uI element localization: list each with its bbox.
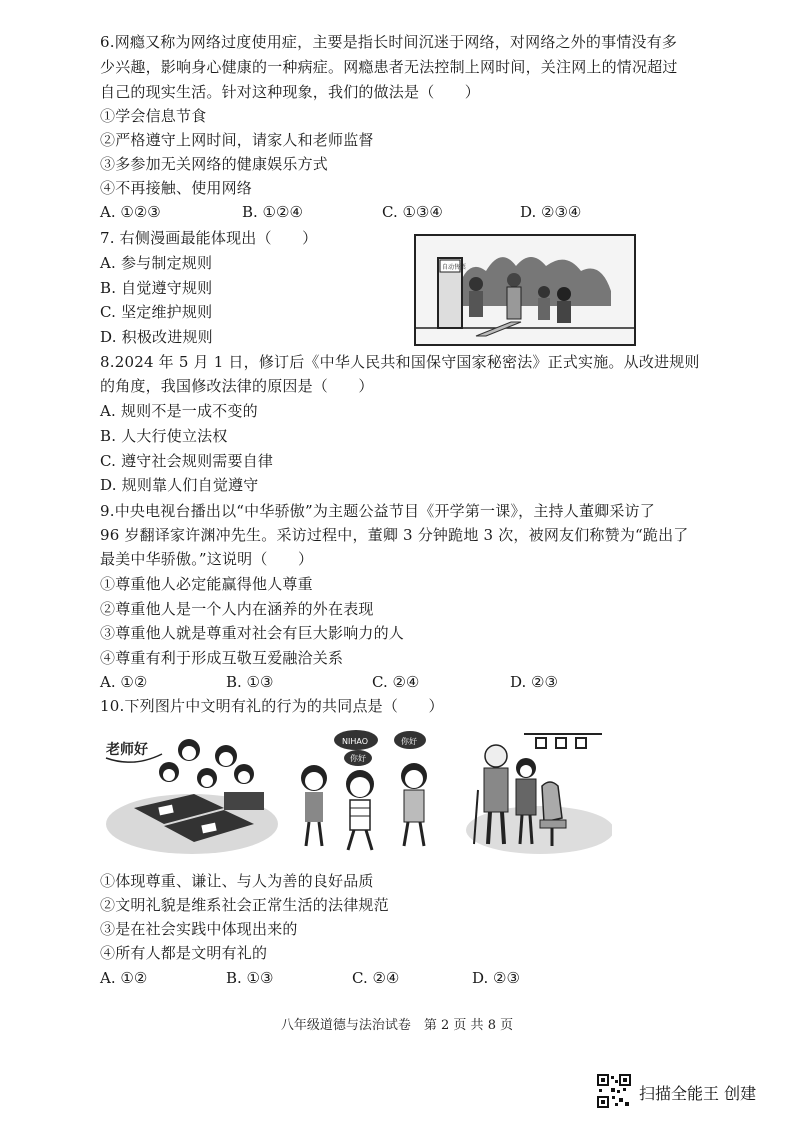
- q6-item-1: ①学会信息节食: [100, 107, 207, 125]
- giving-up-seat-picture: [462, 726, 612, 856]
- q8-stem-line-2: 的角度，我国修改法律的原因是（ ）: [100, 377, 374, 395]
- q10-item-3: ③是在社会实践中体现出来的: [100, 920, 298, 938]
- q6-choice-b[interactable]: B. ①②④: [242, 203, 303, 221]
- q9-item-3: ③尊重他人就是尊重对社会有巨大影响力的人: [100, 624, 405, 642]
- q9-item-4: ④尊重有利于形成互敬互爱融洽关系: [100, 649, 344, 667]
- q6-choice-d[interactable]: D. ②③④: [520, 203, 582, 221]
- q8-stem-line-1: 8.2024 年 5 月 1 日，修订后《中华人民共和国保守国家秘密法》正式实施。从改进规则: [100, 353, 700, 371]
- q10-stem: 10.下列图片中文明有礼的行为的共同点是（ ）: [100, 697, 444, 715]
- q7-option-b[interactable]: B. 自觉遵守规则: [100, 279, 213, 297]
- q10-item-4: ④所有人都是文明有礼的: [100, 944, 268, 962]
- q10-choice-c[interactable]: C. ②④: [352, 969, 400, 987]
- q8-option-c[interactable]: C. 遵守社会规则需要自律: [100, 452, 274, 470]
- q6-choice-a[interactable]: A. ①②③: [100, 203, 161, 221]
- q9-choice-a[interactable]: A. ①②: [100, 673, 148, 691]
- q7-stem: 7. 右侧漫画最能体现出（ ）: [100, 229, 318, 247]
- q6-choice-c[interactable]: C. ①③④: [382, 203, 443, 221]
- ticket-machine-sign: 自动售票: [442, 264, 467, 271]
- q9-item-2: ②尊重他人是一个人内在涵养的外在表现: [100, 600, 374, 618]
- q6-item-3: ③多参加无关网络的健康娱乐方式: [100, 155, 329, 173]
- hello-bubble-1: NIHAO: [342, 737, 368, 746]
- q8-option-b[interactable]: B. 人大行使立法权: [100, 427, 228, 445]
- q7-option-d[interactable]: D. 积极改进规则: [100, 328, 213, 346]
- q8-option-d[interactable]: D. 规则靠人们自觉遵守: [100, 476, 259, 494]
- q10-choice-b[interactable]: B. ①③: [226, 969, 274, 987]
- q10-choice-d[interactable]: D. ②③: [472, 969, 520, 987]
- q10-item-1: ①体现尊重、谦让、与人为善的良好品质: [100, 872, 374, 890]
- qr-code-icon: [597, 1074, 631, 1108]
- q10-item-2: ②文明礼貌是维系社会正常生活的法律规范: [100, 896, 389, 914]
- q6-stem-line-1: 6.网瘾又称为网络过度使用症，主要是指长时间沉迷于网络，对网络之外的事情没有多: [100, 33, 678, 51]
- queue-cartoon-drawing: [416, 236, 634, 344]
- q9-stem-line-2: 96 岁翻译家许渊冲先生。采访过程中，董卿 3 分钟跪地 3 次，被网友们称赞为“跪出了: [100, 526, 689, 544]
- q6-stem-line-3: 自己的现实生活。针对这种现象，我们的做法是（ ）: [100, 83, 481, 101]
- q6-item-4: ④不再接触、使用网络: [100, 179, 253, 197]
- hello-bubble-3: 你好: [401, 737, 417, 746]
- q9-choice-c[interactable]: C. ②④: [372, 673, 420, 691]
- q9-choice-b[interactable]: B. ①③: [226, 673, 274, 691]
- greeting-bubble-text: 老师好: [106, 742, 148, 758]
- hello-bubble-2: 你好: [350, 754, 366, 763]
- q7-option-a[interactable]: A. 参与制定规则: [100, 254, 213, 272]
- q9-stem-line-1: 9.中央电视台播出以“中华骄傲”为主题公益节目《开学第一课》，主持人董卿采访了: [100, 502, 655, 520]
- q6-item-2: ②严格遵守上网时间，请家人和老师监督: [100, 131, 374, 149]
- scanner-brand-text: 扫描全能王 创建: [639, 1084, 757, 1103]
- page-footer: 八年级道德与法治试卷 第 2 页 共 8 页: [280, 1018, 514, 1033]
- q8-option-a[interactable]: A. 规则不是一成不变的: [100, 402, 258, 420]
- q6-stem-line-2: 少兴趣，影响身心健康的一种病症。网瘾患者无法控制上网时间，关注网上的情况超过: [100, 58, 678, 76]
- kids-saying-hello-picture: [292, 728, 442, 856]
- queue-cartoon: [414, 234, 636, 346]
- q10-choice-a[interactable]: A. ①②: [100, 969, 148, 987]
- q9-stem-line-3: 最美中华骄傲。”这说明（ ）: [100, 550, 314, 568]
- q9-choice-d[interactable]: D. ②③: [510, 673, 558, 691]
- q9-item-1: ①尊重他人必定能赢得他人尊重: [100, 575, 313, 593]
- scanner-watermark: [597, 1074, 777, 1110]
- q7-option-c[interactable]: C. 坚定维护规则: [100, 303, 213, 321]
- students-greeting-picture: [104, 728, 280, 856]
